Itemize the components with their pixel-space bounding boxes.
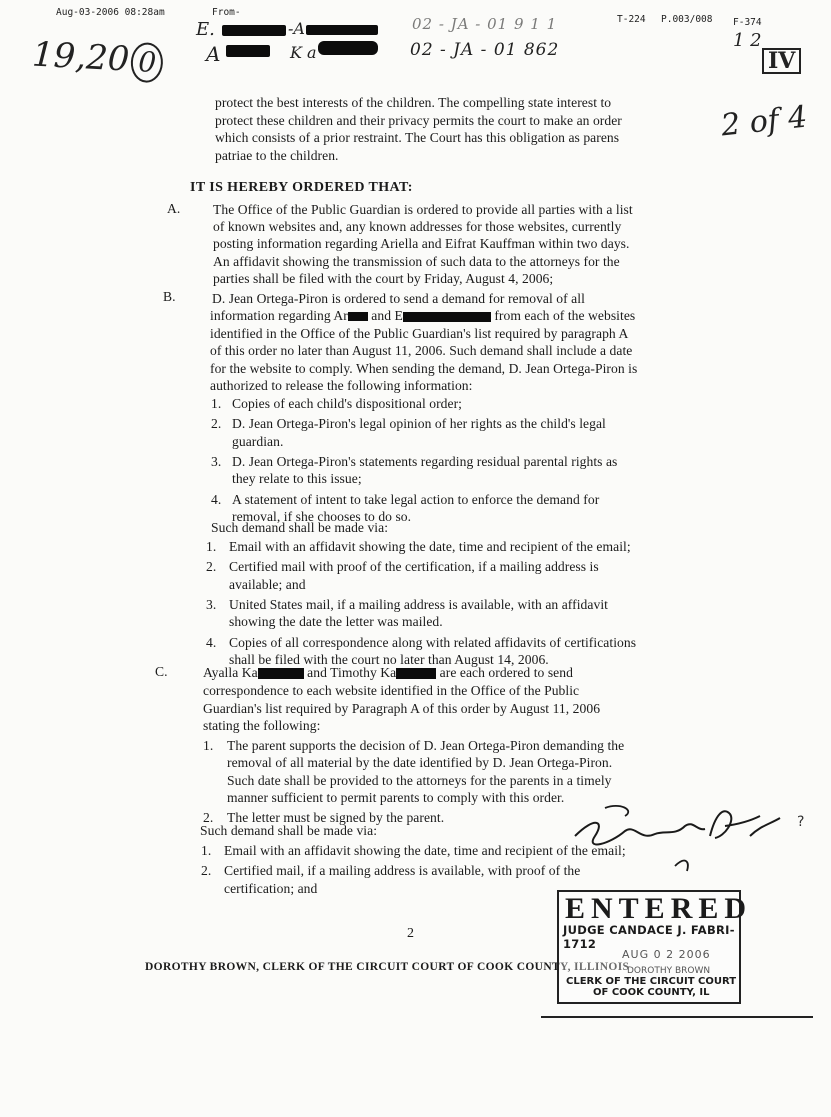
section-c-line: correspondence to each website identified in the Office of the Public — [203, 683, 580, 698]
section-marker-c: C. — [155, 664, 168, 679]
list-item-text: Copies of all correspondence along with related affidavits of certifications — [229, 634, 637, 650]
list-item-number: 1. — [203, 738, 214, 753]
handwritten-page-of: 2 of 4 — [719, 99, 810, 144]
list-item-text: Email with an affidavit showing the date, time and recipient of the email; — [229, 539, 631, 554]
demand-via-label: Such demand shall be made via: — [211, 520, 389, 535]
text-segment: are each ordered to send — [436, 665, 573, 680]
paragraph-line: protect these children and their privacy permits the court to make an order — [215, 112, 622, 128]
handwritten-top-right-marks: 1 2 — [733, 30, 762, 51]
redaction-bar — [403, 312, 491, 322]
demand-via-label: Such demand shall be made via: — [200, 823, 378, 838]
text-segment: Ayalla Ka — [203, 665, 258, 680]
list-item-text: D. Jean Ortega-Piron's legal opinion of her rights as the child's legal — [232, 416, 606, 432]
list-item-text: available; and — [229, 576, 306, 592]
list-item-text: The letter must be signed by the parent. — [227, 809, 445, 825]
handwritten-name-2: A — [206, 42, 221, 66]
name-1-initial: E. — [196, 19, 215, 40]
section-b-line: for the website to comply. When sending the demand, D. Jean Ortega-Piron is — [210, 360, 638, 376]
handwritten-name-2-mid: K a — [290, 43, 317, 62]
redaction-bar — [396, 668, 436, 679]
stamp-date: AUG 0 2 2006 — [622, 948, 711, 961]
list-item-number: 2. — [203, 809, 214, 825]
text-segment: and Timothy Ka — [303, 665, 397, 680]
paragraph-line: protect the best interests of the children. The compelling state interest to — [215, 95, 612, 110]
list-item-text: Email with an affidavit showing the date, time and recipient of the email; — [224, 843, 626, 858]
section-b-line: D. Jean Ortega-Piron is ordered to send a demand for removal of all — [212, 291, 585, 306]
list-item-text: A statement of intent to take legal action to enforce the demand for — [232, 491, 600, 507]
handwritten-case-code-2: 02 - JA - 01 862 — [410, 40, 560, 60]
list-item-text: Copies of each child's dispositional order; — [232, 396, 462, 411]
fax-code: T-224 — [617, 14, 646, 25]
section-a-line: The Office of the Public Guardian is ordered to provide all parties with a list — [213, 202, 633, 217]
list-item-text: D. Jean Ortega-Piron's statements regarding residual parental rights as — [232, 453, 618, 469]
section-marker-b: B. — [163, 289, 176, 304]
list-item-number: 1. — [206, 539, 217, 554]
list-item-number: 1. — [201, 843, 212, 858]
paragraph-line: which consists of a prior restraint. The Court has this obligation as parens — [215, 130, 620, 145]
list-item-text: showing the date the letter was mailed. — [229, 614, 443, 630]
stamp-rule — [541, 1016, 813, 1018]
section-c-line-redacted — [203, 664, 573, 681]
section-c-line: Guardian's list required by Paragraph A of this order by August 11, 2006 — [203, 700, 601, 716]
text-segment: information regarding Ar — [210, 308, 348, 323]
fax-page: P.003/008 — [661, 14, 713, 25]
fax-from-label: From- — [212, 7, 241, 18]
list-item-text: removal of all material by the date identified by D. Jean Ortega-Piron. — [227, 755, 613, 771]
list-item-text: Such date shall be provided to the attorneys for the parents in a timely — [227, 772, 612, 788]
stamp-clerk-line-1: CLERK OF THE CIRCUIT COURT — [566, 976, 737, 987]
text-segment: and E — [367, 308, 403, 323]
stamp-judge: JUDGE CANDACE J. FABRI-1712 — [563, 923, 735, 951]
section-b-line: of this order no later than August 11, 2006. Such demand shall include a date — [210, 343, 633, 359]
clerk-footer: DOROTHY BROWN, CLERK OF THE CIRCUIT COURT OF COOK COUNTY, ILLINOIS — [145, 961, 630, 973]
fax-form: F-374 — [733, 17, 762, 28]
list-item-number: 2. — [206, 559, 217, 575]
list-item-number: 1. — [211, 396, 222, 411]
list-item-number: 4. — [206, 634, 217, 650]
list-item-text: United States mail, if a mailing address is available, with an affidavit — [229, 596, 608, 612]
list-item-text: manner sufficient to permit parents to comply with this order. — [227, 790, 565, 806]
case-number-text: 19,20 — [31, 34, 131, 80]
order-heading: IT IS HEREBY ORDERED THAT: — [190, 180, 413, 195]
redaction-bar — [348, 312, 368, 321]
list-item-number: 2. — [211, 416, 222, 432]
redaction-bar — [258, 668, 304, 679]
list-item-text: Certified mail, if a mailing address is available, with proof of the — [224, 863, 581, 879]
section-marker-a: A. — [167, 201, 181, 216]
list-item-text: shall be filed with the court no later than August 14, 2006. — [229, 651, 549, 667]
list-item-number: 3. — [206, 596, 217, 612]
list-item-text: The parent supports the decision of D. Jean Ortega-Piron demanding the — [227, 738, 625, 753]
case-number-circled: 0 — [130, 42, 164, 84]
paragraph-line: patriae to the children. — [215, 147, 339, 163]
list-item-text: certification; and — [224, 880, 318, 896]
stamp-entered-text: ENTERED — [565, 892, 753, 925]
section-c-line: stating the following: — [203, 718, 321, 733]
handwritten-name-1-tail: -A — [288, 19, 305, 38]
handwritten-case-code-1: 02 - JA - 01 9 1 1 — [412, 15, 558, 33]
page-number: 2 — [407, 926, 414, 941]
fax-date-time: Aug-03-2006 08:28am — [56, 7, 165, 18]
list-item-number: 2. — [201, 863, 212, 879]
section-b-line: authorized to release the following information: — [210, 377, 473, 393]
list-item-number: 4. — [211, 491, 222, 507]
svg-text:?: ? — [797, 814, 805, 830]
section-b-line-redacted — [210, 307, 635, 324]
stamp-clerk-name: DOROTHY BROWN — [627, 966, 711, 976]
list-item-text: Certified mail with proof of the certification, if a mailing address is — [229, 559, 599, 575]
roman-numeral-text: IV — [768, 48, 796, 74]
list-item-text: removal, if she chooses to do so. — [232, 508, 412, 524]
section-b-line: identified in the Office of the Public Guardian's list required by paragraph A — [210, 326, 629, 341]
section-a-line: of known websites and, any known addresses for those websites, currently — [213, 219, 622, 235]
list-item-text: they relate to this issue; — [232, 471, 362, 487]
section-a-line: posting information regarding Ariella and Eifrat Kauffman within two days. — [213, 236, 630, 252]
list-item-number: 3. — [211, 453, 222, 469]
text-segment: from each of the websites — [490, 308, 636, 323]
judge-signature — [565, 796, 805, 876]
stamp-clerk-line-2: OF COOK COUNTY, IL — [593, 987, 710, 998]
entered-stamp — [557, 890, 753, 1004]
list-item-text: guardian. — [232, 433, 284, 449]
section-a-line: An affidavit showing the transmission of such data to the attorneys for the — [213, 253, 620, 269]
section-a-line: parties shall be filed with the court by Friday, August 4, 2006; — [213, 270, 554, 286]
